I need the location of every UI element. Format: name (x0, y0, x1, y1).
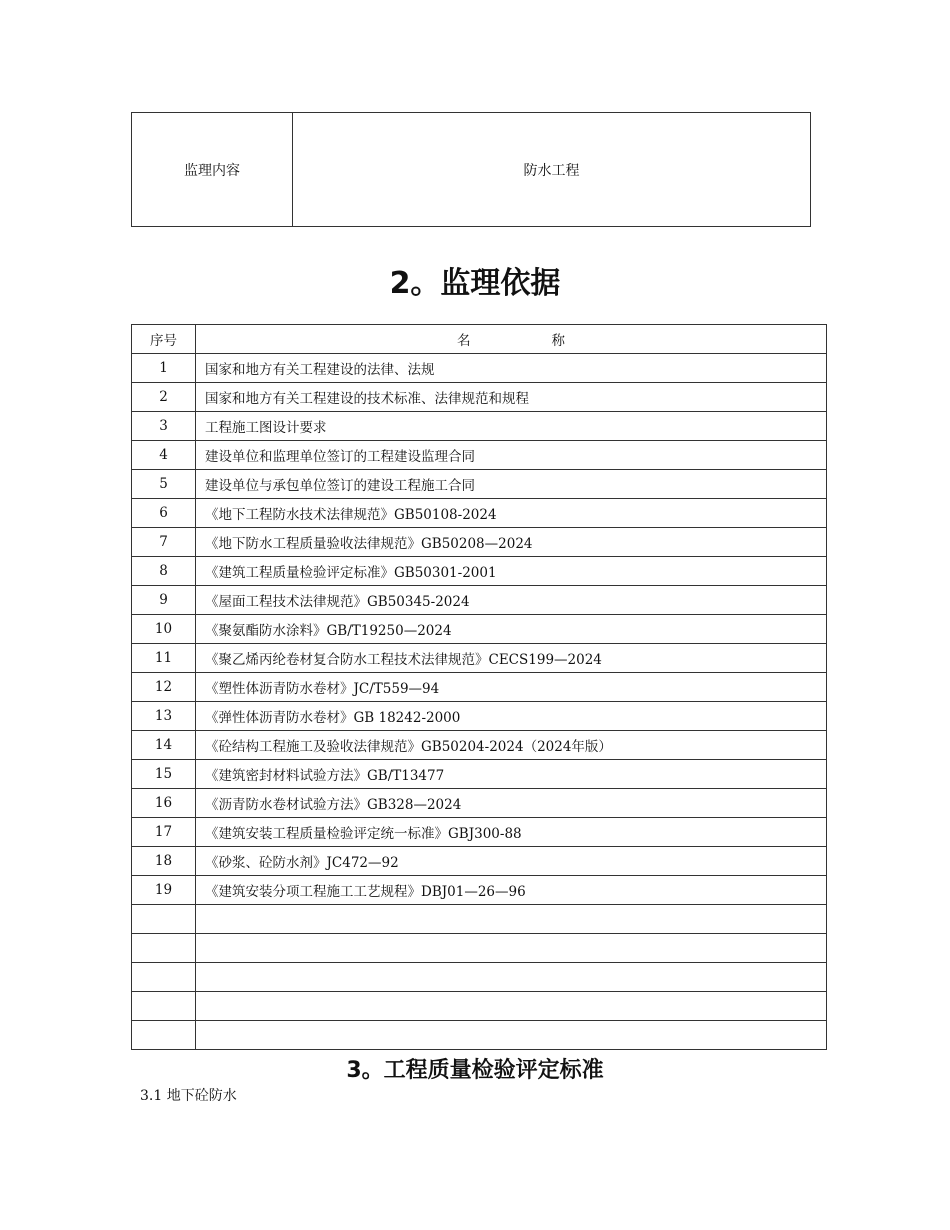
row-document-name (196, 1021, 827, 1050)
row-serial-no (132, 963, 196, 992)
supervision-content-table (131, 112, 811, 227)
table-row (132, 905, 827, 934)
row-document-name: 《塑性体沥青防水卷材》JC/T559—94 (196, 673, 827, 702)
table-row (132, 586, 827, 615)
table-header-row (132, 325, 827, 354)
table-row (132, 644, 827, 673)
row-document-name (196, 992, 827, 1021)
row-serial-no: 16 (132, 789, 196, 818)
row-serial-no: 9 (132, 586, 196, 615)
row-document-name: 《建筑安装工程质量检验评定统一标准》GBJ300-88 (196, 818, 827, 847)
table-row (132, 876, 827, 905)
header-serial-no: 序号 (132, 325, 196, 354)
row-document-name (196, 963, 827, 992)
row-serial-no: 12 (132, 673, 196, 702)
row-serial-no: 5 (132, 470, 196, 499)
table-row (132, 760, 827, 789)
row-serial-no (132, 992, 196, 1021)
row-document-name: 《建筑密封材料试验方法》GB/T13477 (196, 760, 827, 789)
row-document-name: 《砼结构工程施工及验收法律规范》GB50204-2024（2024年版） (196, 731, 827, 760)
row-document-name (196, 934, 827, 963)
section-2-title: 2。监理依据 (389, 266, 561, 301)
row-document-name: 《砂浆、砼防水剂》JC472—92 (196, 847, 827, 876)
table-row (132, 615, 827, 644)
header-name: 名 称 (196, 325, 827, 354)
row-serial-no: 4 (132, 441, 196, 470)
row-document-name: 《地下工程防水技术法律规范》GB50108-2024 (196, 499, 827, 528)
table-row (132, 557, 827, 586)
row-serial-no: 10 (132, 615, 196, 644)
table-row (132, 528, 827, 557)
table-row (132, 412, 827, 441)
supervision-content-label: 监理内容 (132, 113, 293, 227)
row-document-name: 《建筑工程质量检验评定标准》GB50301-2001 (196, 557, 827, 586)
row-document-name: 建设单位和监理单位签订的工程建设监理合同 (196, 441, 827, 470)
table-row (132, 818, 827, 847)
row-serial-no: 15 (132, 760, 196, 789)
row-document-name: 《建筑安装分项工程施工工艺规程》DBJ01—26—96 (196, 876, 827, 905)
table-row (132, 731, 827, 760)
row-document-name: 工程施工图设计要求 (196, 412, 827, 441)
row-serial-no: 14 (132, 731, 196, 760)
table-row (132, 441, 827, 470)
row-document-name (196, 905, 827, 934)
row-document-name: 《弹性体沥青防水卷材》GB 18242-2000 (196, 702, 827, 731)
table-row (132, 499, 827, 528)
row-serial-no: 17 (132, 818, 196, 847)
row-document-name: 国家和地方有关工程建设的技术标准、法律规范和规程 (196, 383, 827, 412)
table-row (132, 963, 827, 992)
table-row (132, 934, 827, 963)
section-3-title: 3。工程质量检验评定标准 (346, 1058, 604, 1083)
table-row (132, 383, 827, 412)
row-document-name: 《沥青防水卷材试验方法》GB328—2024 (196, 789, 827, 818)
table-row (132, 673, 827, 702)
row-serial-no (132, 934, 196, 963)
table-row (132, 354, 827, 383)
table-row (132, 789, 827, 818)
row-serial-no: 11 (132, 644, 196, 673)
row-document-name: 建设单位与承包单位签订的建设工程施工合同 (196, 470, 827, 499)
supervision-content-value: 防水工程 (293, 113, 811, 227)
row-document-name: 国家和地方有关工程建设的法律、法规 (196, 354, 827, 383)
row-serial-no: 18 (132, 847, 196, 876)
row-serial-no: 13 (132, 702, 196, 731)
table-row (132, 847, 827, 876)
row-serial-no (132, 905, 196, 934)
row-serial-no: 2 (132, 383, 196, 412)
row-serial-no: 3 (132, 412, 196, 441)
row-serial-no: 7 (132, 528, 196, 557)
subsection-3-1-heading: 3.1 地下砼防水 (140, 1088, 237, 1104)
row-serial-no: 19 (132, 876, 196, 905)
table-row (132, 992, 827, 1021)
row-serial-no: 8 (132, 557, 196, 586)
table-row (132, 1021, 827, 1050)
row-document-name: 《聚氨酯防水涂料》GB/T19250—2024 (196, 615, 827, 644)
table-row (132, 702, 827, 731)
row-document-name: 《聚乙烯丙纶卷材复合防水工程技术法律规范》CECS199—2024 (196, 644, 827, 673)
row-serial-no: 6 (132, 499, 196, 528)
row-document-name: 《屋面工程技术法律规范》GB50345-2024 (196, 586, 827, 615)
row-document-name: 《地下防水工程质量验收法律规范》GB50208—2024 (196, 528, 827, 557)
row-serial-no: 1 (132, 354, 196, 383)
row-serial-no (132, 1021, 196, 1050)
table-row (132, 470, 827, 499)
supervision-basis-table (131, 324, 827, 1050)
